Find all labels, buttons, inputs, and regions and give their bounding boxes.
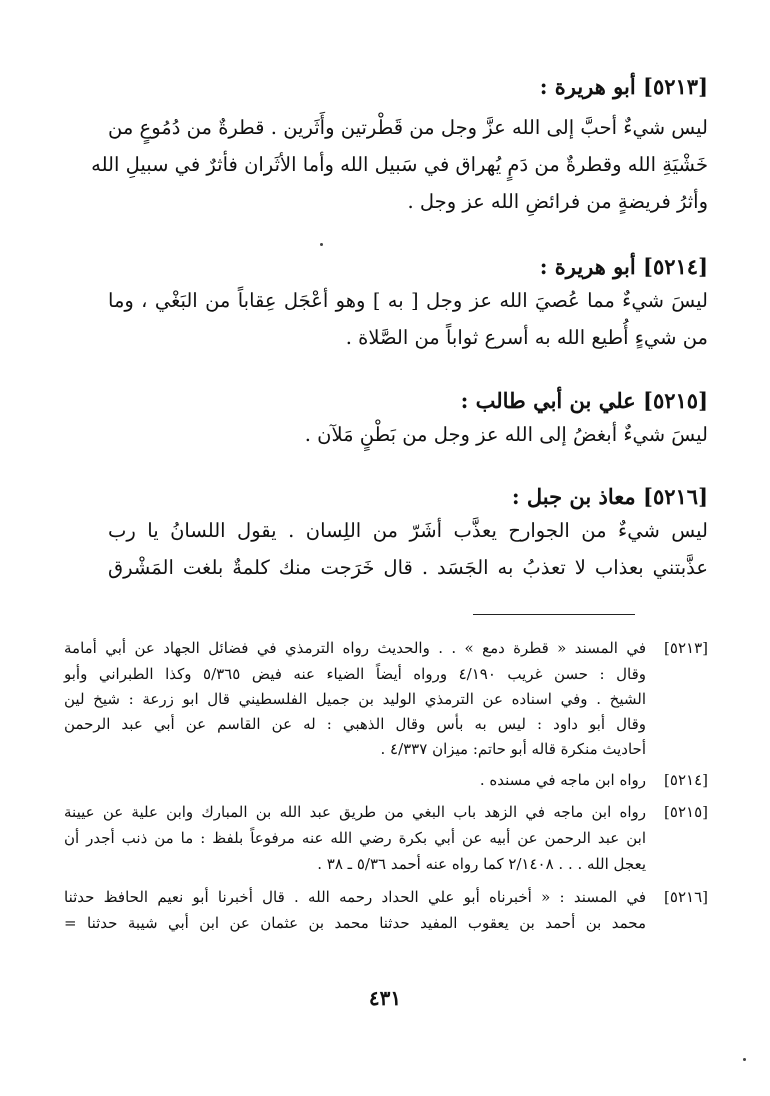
entry-heading: [٥٢١٥] علي بن أبي طالب : — [460, 388, 708, 413]
footnote-line: يعجل الله . . . ٢/١٤٠٨ كما رواه عنه أحمد ٥/٣٦ ـ ٣٨ . — [317, 855, 646, 873]
footnote-line: أحاديث منكرة قاله أبو حاتم: ميزان ٤/٣٣٧ . — [380, 740, 646, 758]
scan-speck — [743, 1058, 746, 1061]
footnote-divider — [473, 614, 635, 615]
footnote-number: [٥٢١٦] — [664, 888, 708, 906]
entry-text-line: من شيءٍ أُطيع الله به أسرع ثواباً من الصَّلاة . — [345, 326, 708, 349]
entry-text-line: وأثرُ فريضةٍ من فرائضِ الله عز وجل . — [407, 190, 708, 213]
entry-heading: [٥٢١٣] أبو هريرة : — [539, 74, 708, 99]
entry-heading: [٥٢١٦] معاذ بن جبل : — [511, 484, 708, 509]
footnote-number: [٥٢١٣] — [664, 639, 708, 657]
footnote-line: في المسند « قطرة دمع » . . والحديث رواه الترمذي في فضائل الجهاد عن أبي أمامة — [64, 639, 646, 657]
entry-text-line: ليسَ شيءٌ مما عُصيَ الله عز وجل [ به ] وهو أعْجَل عِقاباً من البَغْي ، وما — [108, 289, 708, 312]
footnote-line: محمد بن أحمد بن يعقوب المفيد حدثنا محمد بن عثمان عن ابن أبي شيبة حدثنا = — [64, 914, 646, 932]
entry-text-line: ليسَ شيءٌ أبغضُ إلى الله عز وجل من بَطْنٍ مَلآن . — [304, 423, 708, 446]
footnote-line: الشيخ . وفي اسناده عن الترمذي الوليد بن جميل الفلسطيني قال ابو زرعة : شيخ لين — [64, 690, 646, 708]
entry-text-line: ليس شيءٌ أحبَّ إلى الله عزَّ وجل من قَطْرتين وأَثَرين . قطرةٌ من دُمُوعٍ من — [108, 116, 708, 139]
footnote-line: رواه ابن ماجه في الزهد باب البغي من طريق عبد الله بن المبارك وابن علية عن عيينة — [64, 803, 646, 821]
footnote-line: وقال : حسن غريب ٤/١٩٠ ورواه أيضاً الضياء عنه فيض ٥/٣٦٥ وكذا الطبراني وأبو — [64, 665, 646, 683]
entry-text-line: ليس شيءٌ من الجوارح يعذَّب أشَرّ من اللِسان . يقول اللسانُ يا رب — [108, 519, 708, 542]
scan-speck — [320, 243, 323, 246]
footnote-line: ابن عبد الرحمن عن أبيه عن أبي بكرة رضي الله عنه مرفوعاً بلفظ : ما من ذنب أجدر أن — [64, 829, 646, 847]
entry-text-line: خَشْيَةِ الله وقطرةٌ من دَمٍ يُهراق في سَبيل الله وأما الأثَران فأثرٌ في سبيلِ الله — [91, 153, 708, 176]
entry-text-line: عذَّبتني بعذاب لا تعذبُ به الجَسَد . قال خَرَجت منك كلمةٌ بلغت المَشْرق — [108, 556, 708, 579]
footnote-line: وقال أبو داود : ليس به بأس وقال الذهبي : له عن القاسم عن أبي عبد الرحمن — [64, 715, 646, 733]
footnote-number: [٥٢١٥] — [664, 803, 708, 821]
footnote-number: [٥٢١٤] — [664, 771, 708, 789]
entry-heading: [٥٢١٤] أبو هريرة : — [539, 254, 708, 279]
footnote-line: رواه ابن ماجه في مسنده . — [479, 771, 646, 789]
footnote-line: في المسند : « أخبرناه أبو علي الحداد رحمه الله . قال أخبرنا أبو نعيم الحافظ حدثنا — [64, 888, 646, 906]
page-number: ٤٣١ — [368, 986, 402, 1010]
